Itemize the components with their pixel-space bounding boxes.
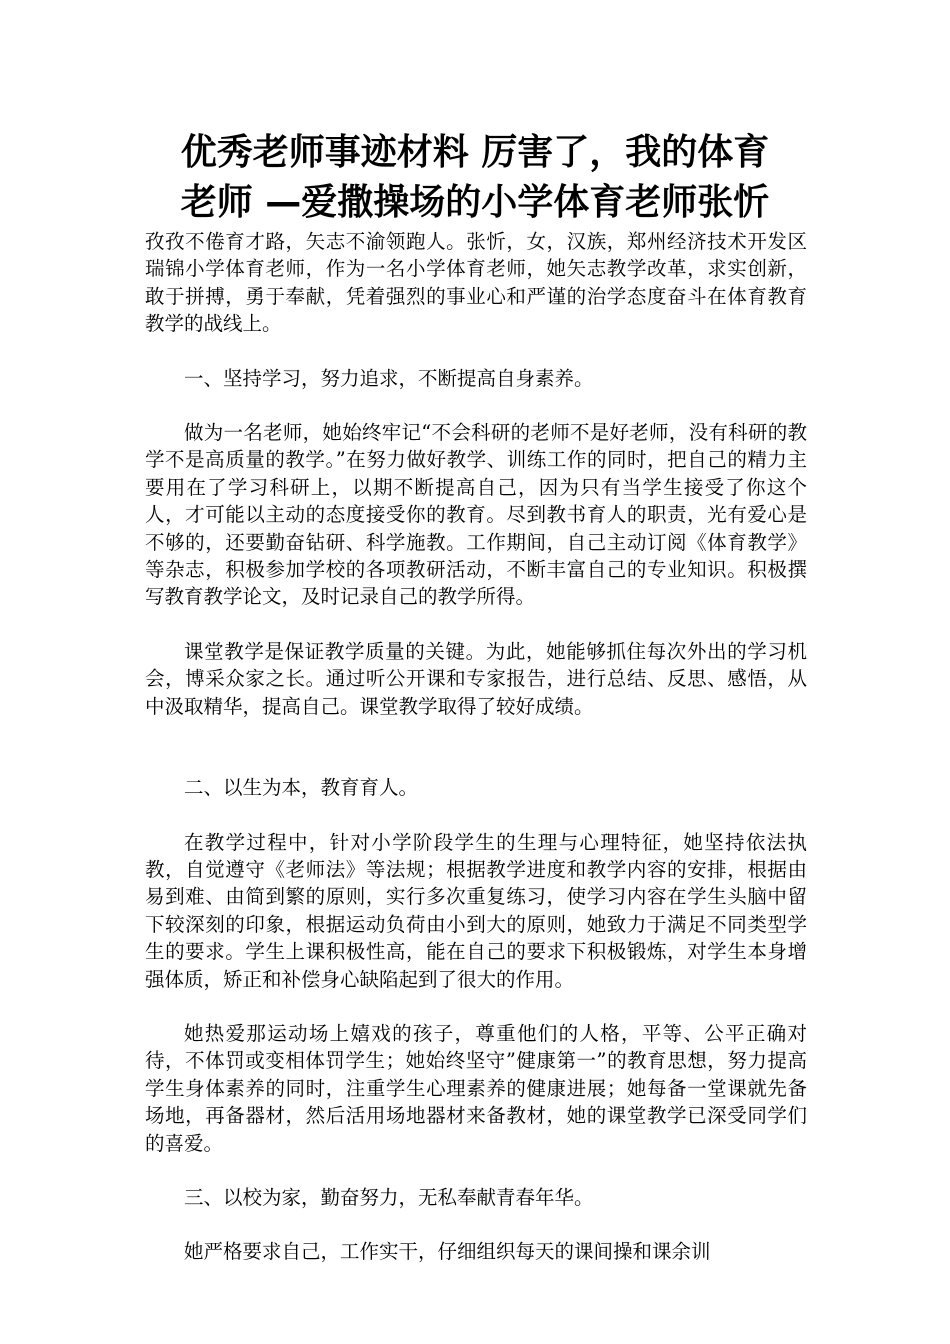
section-heading-1: 一、坚持学习，努力追求，不断提高自身素养。 <box>184 366 594 390</box>
title-line-2: 老师 —爱撒操场的小学体育老师张忻 <box>180 182 770 223</box>
body-paragraph: 课堂教学是保证教学质量的关键。为此，她能够抓住每次外出的学习机会，博采众家之长。通过听公开课和专家报告，进行总结、反思、感悟，从中汲取精华，提高自己。课堂教学取得了较好成绩。 <box>145 639 807 718</box>
document-body <box>145 228 807 1266</box>
intro-paragraph: 孜孜不倦育才路，矢志不渝领跑人。张忻，女，汉族，郑州经济技术开发区瑞锦小学体育老师，作为一名小学体育老师，她矢志教学改革，求实创新，敢于拼搏，勇于奉献，凭着强烈的事业心和严谨的治学态度奋斗在体育教育教学的战线上。 <box>145 230 807 336</box>
body-paragraph: 在教学过程中，针对小学阶段学生的生理与心理特征，她坚持依法执教，自觉遵守《老师法》等法规；根据教学进度和教学内容的安排，根据由易到难、由简到繁的原则，实行多次重复练习，使学习内容在学生头脑中留下较深刻的印象，根据运动负荷由小到大的原则，她致力于满足不同类型学生的要求。学生上课积极性高，能在自己的要求下积极锻炼，对学生本身增强体质，矫正和补偿身心缺陷起到了很大的作用。 <box>145 830 807 991</box>
section-heading-3: 三、以校为家，勤奋努力，无私奉献青春年华。 <box>184 1185 594 1209</box>
body-paragraph: 她严格要求自己，工作实干，仔细组织每天的课间操和课余训 <box>184 1240 711 1264</box>
body-paragraph: 做为一名老师，她始终牢记“不会科研的老师不是好老师，没有科研的教学不是高质量的教学。”在努力做好教学、训练工作的同时，把自己的精力主要用在了学习科研上，以期不断提高自己，因为只有当学生接受了你这个人，才可能以主动的态度接受你的教育。尽到教书育人的职责，光有爱心是不够的，还要勤奋钻研、科学施教。工作期间，自己主动订阅《体育教学》等杂志，积极参加学校的各项教研活动，不断丰富自己的专业知识。积极撰写教育教学论文，及时记录自己的教学所得。 <box>145 421 807 609</box>
document-title <box>100 128 850 228</box>
body-paragraph: 她热爱那运动场上嬉戏的孩子，尊重他们的人格，平等、公平正确对待，不体罚或变相体罚学生；她始终坚守”健康第一”的教育思想，努力提高学生身体素养的同时，注重学生心理素养的健康进展；她每备一堂课就先备场地，再备器材，然后活用场地器材来备教材，她的课堂教学已深受同学们的喜爱。 <box>145 1021 807 1155</box>
section-heading-2: 二、以生为本，教育育人。 <box>184 776 419 800</box>
title-line-1: 优秀老师事迹材料 厉害了，我的体育 <box>180 132 770 173</box>
